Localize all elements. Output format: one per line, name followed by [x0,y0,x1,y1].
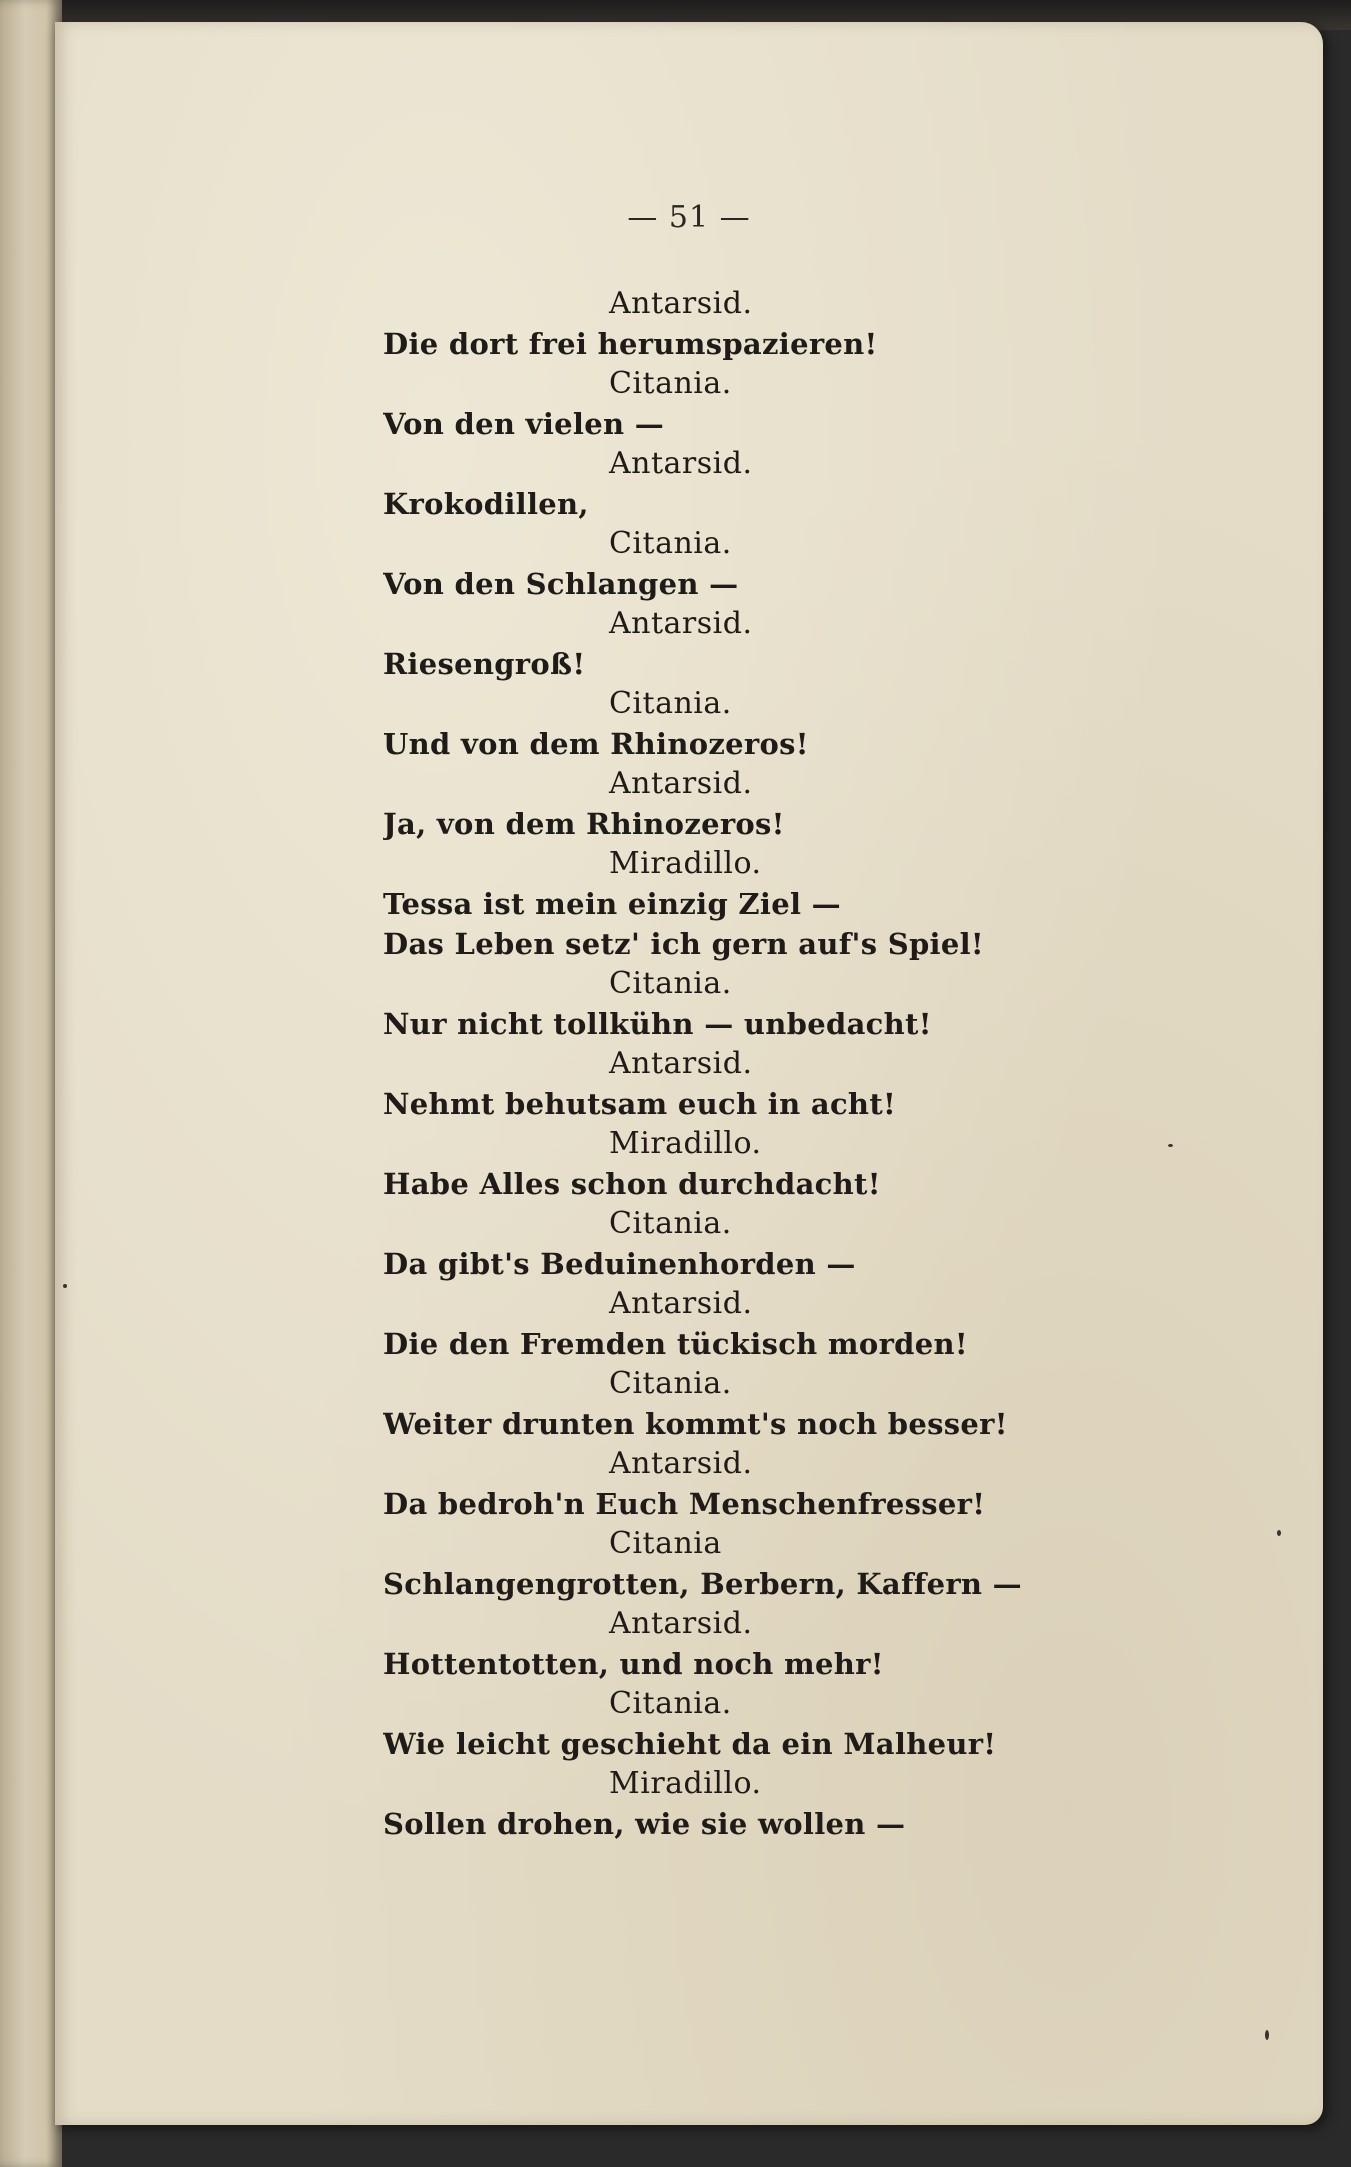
play-text [383,284,1083,1844]
verse-line: Sollen drohen, wie sie wollen — [383,1807,906,1841]
speaker-name: Citania. [609,1686,732,1721]
verse-line: Tessa ist mein einzig Ziel — [383,887,841,921]
speaker-name: Citania. [609,526,732,561]
speaker-name: Miradillo. [609,1766,762,1801]
speaker-name: Citania. [609,1206,732,1241]
speaker-name: Antarsid. [609,1606,753,1641]
verse-line: Die den Fremden tückisch morden! [383,1327,968,1361]
speaker-name: Antarsid. [609,766,753,801]
speaker-name: Miradillo. [609,1126,762,1161]
verse-line: Ja, von dem Rhinozeros! [383,807,785,841]
verse-line: Da bedroh'n Euch Menschenfresser! [383,1487,986,1521]
verse-line: Und von dem Rhinozeros! [383,727,809,761]
speaker-name: Antarsid. [609,606,753,641]
verse-line: Krokodillen, [383,487,589,521]
book-page [55,22,1323,2125]
page-number: — 51 — [627,200,751,235]
paper-speck [1277,1530,1281,1536]
speaker-name: Citania. [609,966,732,1001]
facing-page-edge [0,0,62,2167]
speaker-name: Antarsid. [609,1446,753,1481]
verse-line: Weiter drunten kommt's noch besser! [383,1407,1008,1441]
verse-line: Von den vielen — [383,407,665,441]
verse-line: Schlangengrotten, Berbern, Kaffern — [383,1567,1022,1601]
verse-line: Nur nicht tollkühn — unbedacht! [383,1007,932,1041]
verse-line: Wie leicht geschieht da ein Malheur! [383,1727,997,1761]
verse-line: Von den Schlangen — [383,567,739,601]
speaker-name: Antarsid. [609,446,753,481]
speaker-name: Citania. [609,1366,732,1401]
verse-line: Die dort frei herumspazieren! [383,327,878,361]
speaker-name: Citania. [609,366,732,401]
verse-line: Nehmt behutsam euch in acht! [383,1087,897,1121]
speaker-name: Citania [609,1526,722,1561]
speaker-name: Miradillo. [609,846,762,881]
paper-speck [63,1284,67,1288]
paper-speck [1265,2030,1269,2040]
verse-line: Da gibt's Beduinenhorden — [383,1247,856,1281]
speaker-name: Antarsid. [609,286,753,321]
speaker-name: Antarsid. [609,1286,753,1321]
speaker-name: Citania. [609,686,732,721]
paper-speck [1168,1144,1173,1147]
verse-line: Das Leben setz' ich gern auf's Spiel! [383,927,984,961]
verse-line: Riesengroß! [383,647,586,681]
verse-line: Habe Alles schon durchdacht! [383,1167,881,1201]
speaker-name: Antarsid. [609,1046,753,1081]
verse-line: Hottentotten, und noch mehr! [383,1647,884,1681]
